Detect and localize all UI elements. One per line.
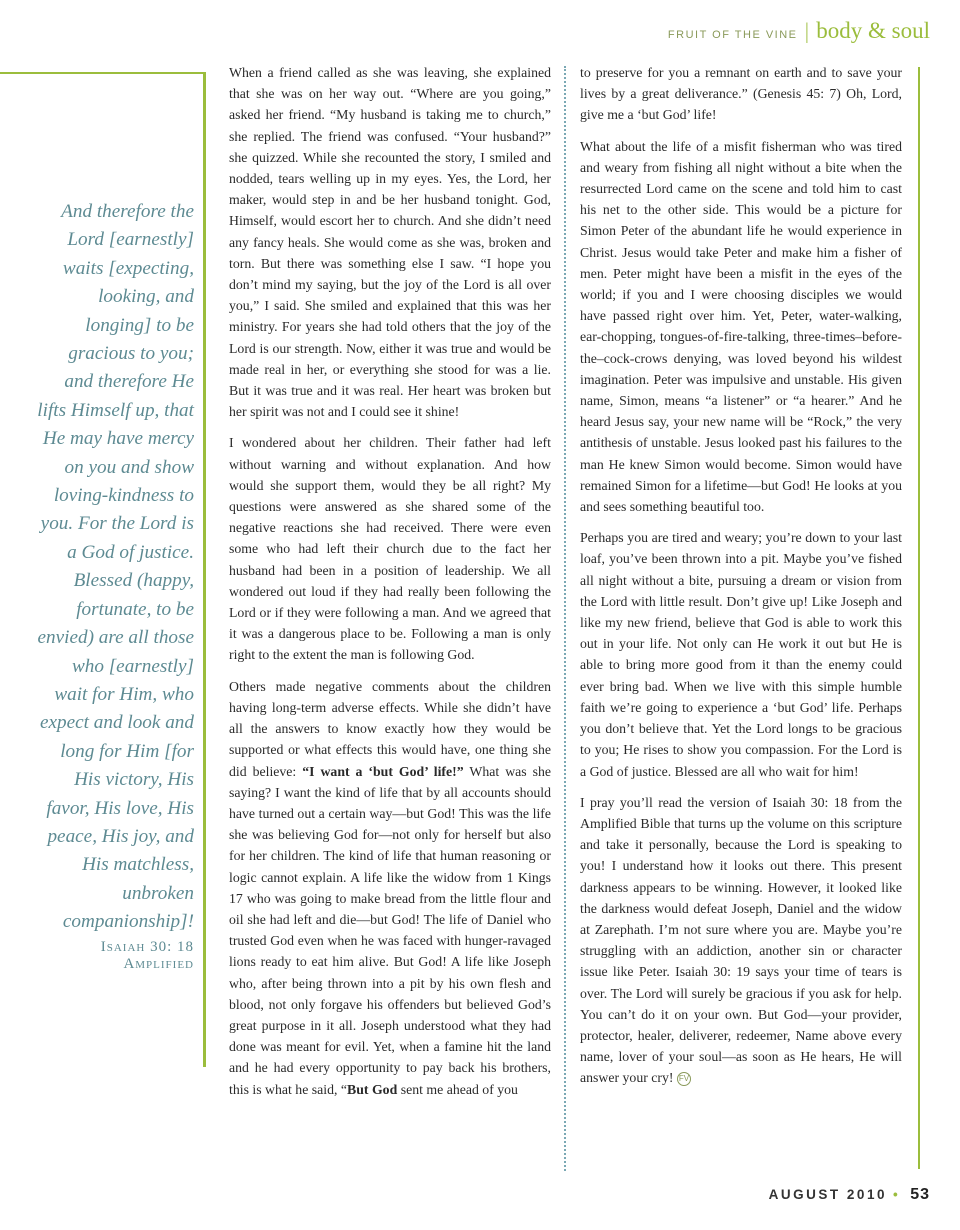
article-column-1 <box>229 62 551 1110</box>
citation-line-1: Isaiah 30: 18 <box>100 938 194 955</box>
paragraph <box>229 676 551 1100</box>
section-label: FRUIT OF THE VINE <box>667 29 798 41</box>
issue-date: AUGUST 2010 <box>768 1187 887 1202</box>
page-footer <box>769 1186 930 1204</box>
pull-quote-citation <box>36 939 194 973</box>
paragraph: When a friend called as she was leaving, she explained that she was on her way out. “Where are you going,” asked her friend. “My husband is taking me to church,” she replied. The friend was confused. “Your husband?” she quizzed. While she recounted the story, I smiled and nodded, tears welling up in my eyes. Yes, the Lord, her maker, would step in and be her husband tonight. God, Himself, would escort her to church. And she didn’t need any fancy heals. She would come as she was, broken and torn. But there was something else I saw. “I hope you don’t mind my saying, but the joy of the Lord is all over you,” I said. She smiled and explained that this was her ministry. For years she had told others that the joy of the Lord is our strength. Now, either it was true and would be made real in her, or everything she stood for was a lie. But it was true and it was real. Her heart was broken but her spirit was not and I could see it shine! <box>229 65 551 420</box>
column-divider <box>564 66 566 1171</box>
paragraph-text: I pray you’ll read the version of Isaiah 30: 18 from the Amplified Bible that turns up the volume on this scripture and take it personally, because the Lord is speaking to you! I understand how it looks out there. This present darkness appears to be winning. However, it looked like the darkness would defeat Joseph, Daniel and the widow at Zarephath. I’m not sure where you are. Maybe you’re struggling with an addiction, another sin or character issue like Peter. Isaiah 30: 19 says your time of tears is over. The Lord will surely be gracious if you ask for help. You can’t do it on your own. But God—your provider, protector, healer, deliverer, redeemer, Name above every name, lover of your soul—as soon as He hears, He will answer your cry! <box>580 794 902 1086</box>
paragraph-text: Others made negative comments about the children having long-term adverse effects. While she didn’t have all the answers to know exactly how they would be supported or what effects this would have, one thing she did believe: <box>229 678 551 779</box>
end-mark-icon: FV <box>677 1072 691 1086</box>
page-header <box>668 18 930 48</box>
paragraph: to preserve for you a remnant on earth and to save your lives by a great deliverance.” (Genesis 45: 7) Oh, Lord, give me a ‘but God’ life! <box>580 65 902 123</box>
paragraph-text: What was she saying? I want the kind of life that by all accounts should have turned out a certain way—but God! This was the life she was believing God for—not only for herself but also for her children. The kind of life that human reasoning or logic cannot explain. A life like the widow from 1 Kings 17 who was going to make bread from the little flour and oil she had left and die—but God! The life of Daniel who trusted God even when he was faced with hunger-ravaged lions ready to eat him alive. But God! A life like Joseph who, after being thrown into a pit by his own flesh and blood, not only forgave his offenders but believed God’s great purpose in it all. Joseph understood what they had done was meant for evil. Yet, when a famine hit the land and he had every opportunity to pay back his brothers, this is what he said, “ <box>229 763 552 1097</box>
paragraph: I wondered about her children. Their father had left without warning and without explanation. And how would she support them, would they be all right? My questions were answered as she shared some of the negative reactions she had received. There were even some who had left their church due to the fact her husband had been in a position of leadership. We all wondered out loud if they had really been following the Lord or if they were following a man. And we agreed that it was a dangerous place to be. Following a man is only right to the extent the man is following God. <box>229 435 551 663</box>
paragraph-text: sent me ahead of you <box>397 1081 518 1097</box>
right-rule <box>918 67 920 1169</box>
footer-bullet: • <box>892 1187 901 1202</box>
paragraph: What about the life of a misfit fisherman who was tired and weary from fishing all night without a bite when the resurrected Lord came on the scene and told him to cast his net to the other side. This would be a picture for Simon Peter of the abundant life he would experience in Christ. Jesus would take Peter and make him a fisher of men. Peter might have been a misfit in the eyes of the world; if you and I were choosing disciples we would have passed right over him. Yet, Peter, water-walking, ear-chopping, tongues-of-fire-talking, three-times–before-the–cock-crows denying, was loved beyond his wildest imagination. Peter was impulsive and unstable. His given name, Simon, means “a listener” or “a hearer.” And he heard Jesus say, your new name will be “Rock,” the very antithesis of unstable. Jesus looked past his failures to the man He knew Simon would become. Simon would have remained Simon for a lifetime—but God! He looks at you and sees something beautiful too. <box>580 138 902 515</box>
article-column-2 <box>580 62 902 1099</box>
pull-quote-text: And therefore the Lord [earnestly] waits [expecting, looking, and longing] to be gracious to you; and therefore He lifts Himself up, that He may have mercy on you and show loving-kindness to you. For the Lord is a God of justice. Blessed (happy, fortunate, to be envied) are all those who [earnestly] wait for Him, who expect and look and long for Him [for His victory, His favor, His love, His peace, His joy, and His matchless, unbroken companionship]! <box>37 201 194 933</box>
emphasis-quote: “I want a ‘but God’ life!” <box>302 763 464 779</box>
top-rule <box>0 72 203 74</box>
header-separator: | <box>803 19 811 43</box>
page-number: 53 <box>910 1186 930 1203</box>
section-title: body & soul <box>816 18 930 43</box>
paragraph <box>580 792 902 1089</box>
emphasis-but-god: But God <box>347 1081 398 1097</box>
citation-line-2: Amplified <box>123 955 194 972</box>
pull-quote-rule <box>203 72 206 1067</box>
pull-quote <box>36 198 194 973</box>
paragraph: Perhaps you are tired and weary; you’re down to your last loaf, you’ve been thrown into a pit. Maybe you’ve fished all night without a bite, pursuing a dream or vision from the Lord with little result. Don’t give up! Like Joseph and like my new friend, believe that God is able to work this out in your life. Not only can He work it out but He is able to bring more good from it than the enemy could ever bring bad. When we live with this simple humble faith we’re going to experience a ‘but God’ life. Perhaps you don’t believe that. Yet the Lord longs to be gracious to you; He rises to show you compassion. For the Lord is a God of justice. Blessed are all who wait for him! <box>580 530 902 779</box>
